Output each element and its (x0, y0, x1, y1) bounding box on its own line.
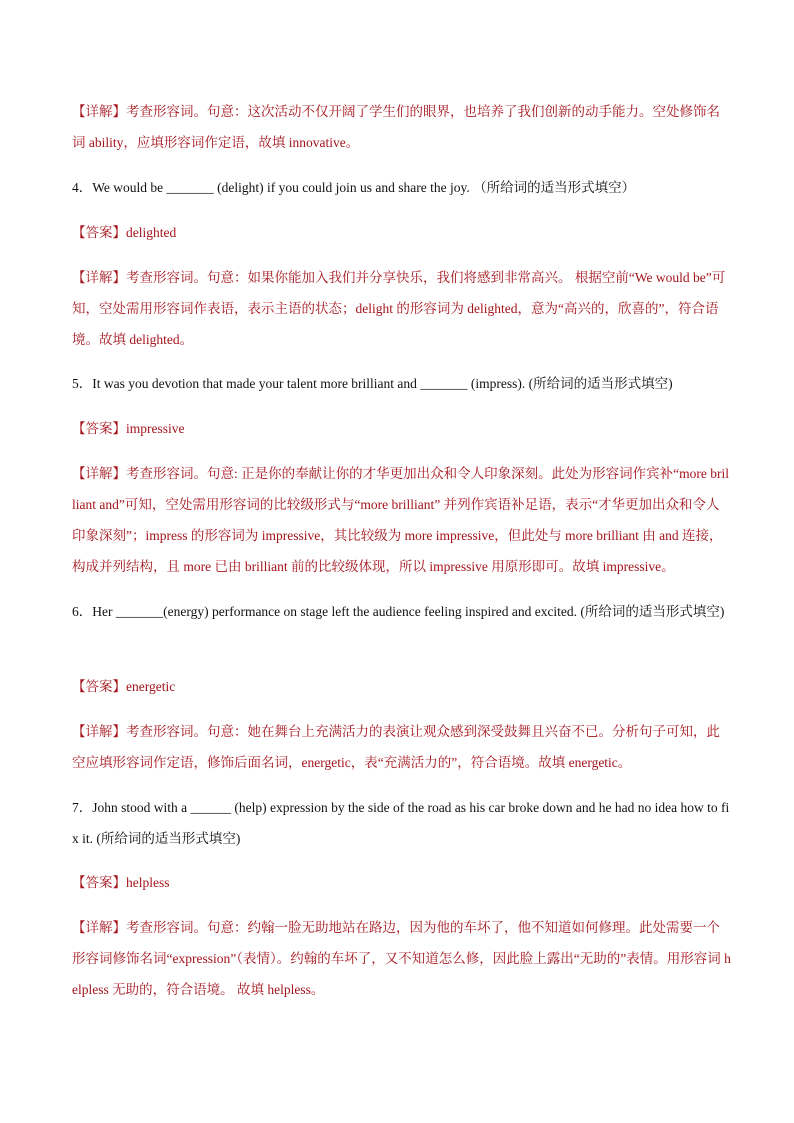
question-text: 5．It was you devotion that made your talent more brilliant and _______ (impress). (所给词的适当形式填空) (72, 376, 673, 391)
question-6 (72, 596, 732, 627)
question-text: 7．John stood with a ______ (help) expression by the side of the road as his car broke down and he had no idea how to fix it. (所给词的适当形式填空) (72, 800, 730, 846)
analysis-7 (72, 912, 732, 1005)
answer-tag: 【答案】 (72, 679, 126, 694)
question-text: 4．We would be _______ (delight) if you could join us and share the joy. （所给词的适当形式填空） (72, 180, 636, 195)
answer-5 (72, 413, 732, 444)
analysis-5 (72, 458, 732, 582)
answer-4 (72, 217, 732, 248)
answer-7 (72, 867, 732, 898)
analysis-tag: 【详解】 (72, 104, 126, 119)
answer-text: delighted (126, 225, 177, 240)
analysis-4 (72, 262, 732, 355)
analysis-tag: 【详解】 (72, 270, 126, 285)
question-text: 6．Her _______(energy) performance on stage left the audience feeling inspired and excited. (所给词的适当形式填空) (72, 604, 725, 619)
answer-6 (72, 671, 732, 702)
answer-text: helpless (126, 875, 170, 890)
analysis-tag: 【详解】 (72, 724, 126, 739)
analysis-text: 考查形容词。句意: 正是你的奉献让你的才华更加出众和令人印象深刻。此处为形容词作宾补“more brilliant and”可知，空处需用形容词的比较级形式与“more brilliant” 并列作宾语补足语，表示“才华更加出众和令人印象深刻”；impress 的形容词为 impressive，其比较级为 more impressive，但此处与 more brilliant 由 and 连接，构成并列结构，且 more 已由 brilliant 前的比较级体现，所以 impressive 用原形即可。故填 impressive。 (72, 466, 729, 574)
analysis-3 (72, 96, 732, 158)
question-5 (72, 368, 732, 399)
question-7 (72, 792, 732, 854)
answer-text: impressive (126, 421, 185, 436)
analysis-text: 考查形容词。句意：如果你能加入我们并分享快乐，我们将感到非常高兴。 根据空前“We would be”可知，空处需用形容词作表语，表示主语的状态；delight 的形容词为 delighted，意为“高兴的，欣喜的”，符合语境。故填 delighted。 (72, 270, 726, 347)
analysis-text: 考查形容词。句意：她在舞台上充满活力的表演让观众感到深受鼓舞且兴奋不已。分析句子可知，此空应填形容词作定语，修饰后面名词，energetic，表“充满活力的”，符合语境。故填 energetic。 (72, 724, 720, 770)
question-4 (72, 172, 732, 203)
answer-text: energetic (126, 679, 176, 694)
answer-tag: 【答案】 (72, 225, 126, 240)
analysis-tag: 【详解】 (72, 466, 126, 481)
answer-tag: 【答案】 (72, 875, 126, 890)
analysis-text: 考查形容词。句意：这次活动不仅开阔了学生们的眼界，也培养了我们创新的动手能力。空处修饰名词 ability，应填形容词作定语，故填 innovative。 (72, 104, 720, 150)
analysis-6 (72, 716, 732, 778)
answer-tag: 【答案】 (72, 421, 126, 436)
analysis-text: 考查形容词。句意：约翰一脸无助地站在路边，因为他的车坏了，他不知道如何修理。此处需要一个形容词修饰名词“expression”（表情）。约翰的车坏了，又不知道怎么修，因此脸上露出“无助的”表情。用形容词 helpless 无助的，符合语境。 故填 helpless。 (72, 920, 731, 997)
analysis-tag: 【详解】 (72, 920, 126, 935)
